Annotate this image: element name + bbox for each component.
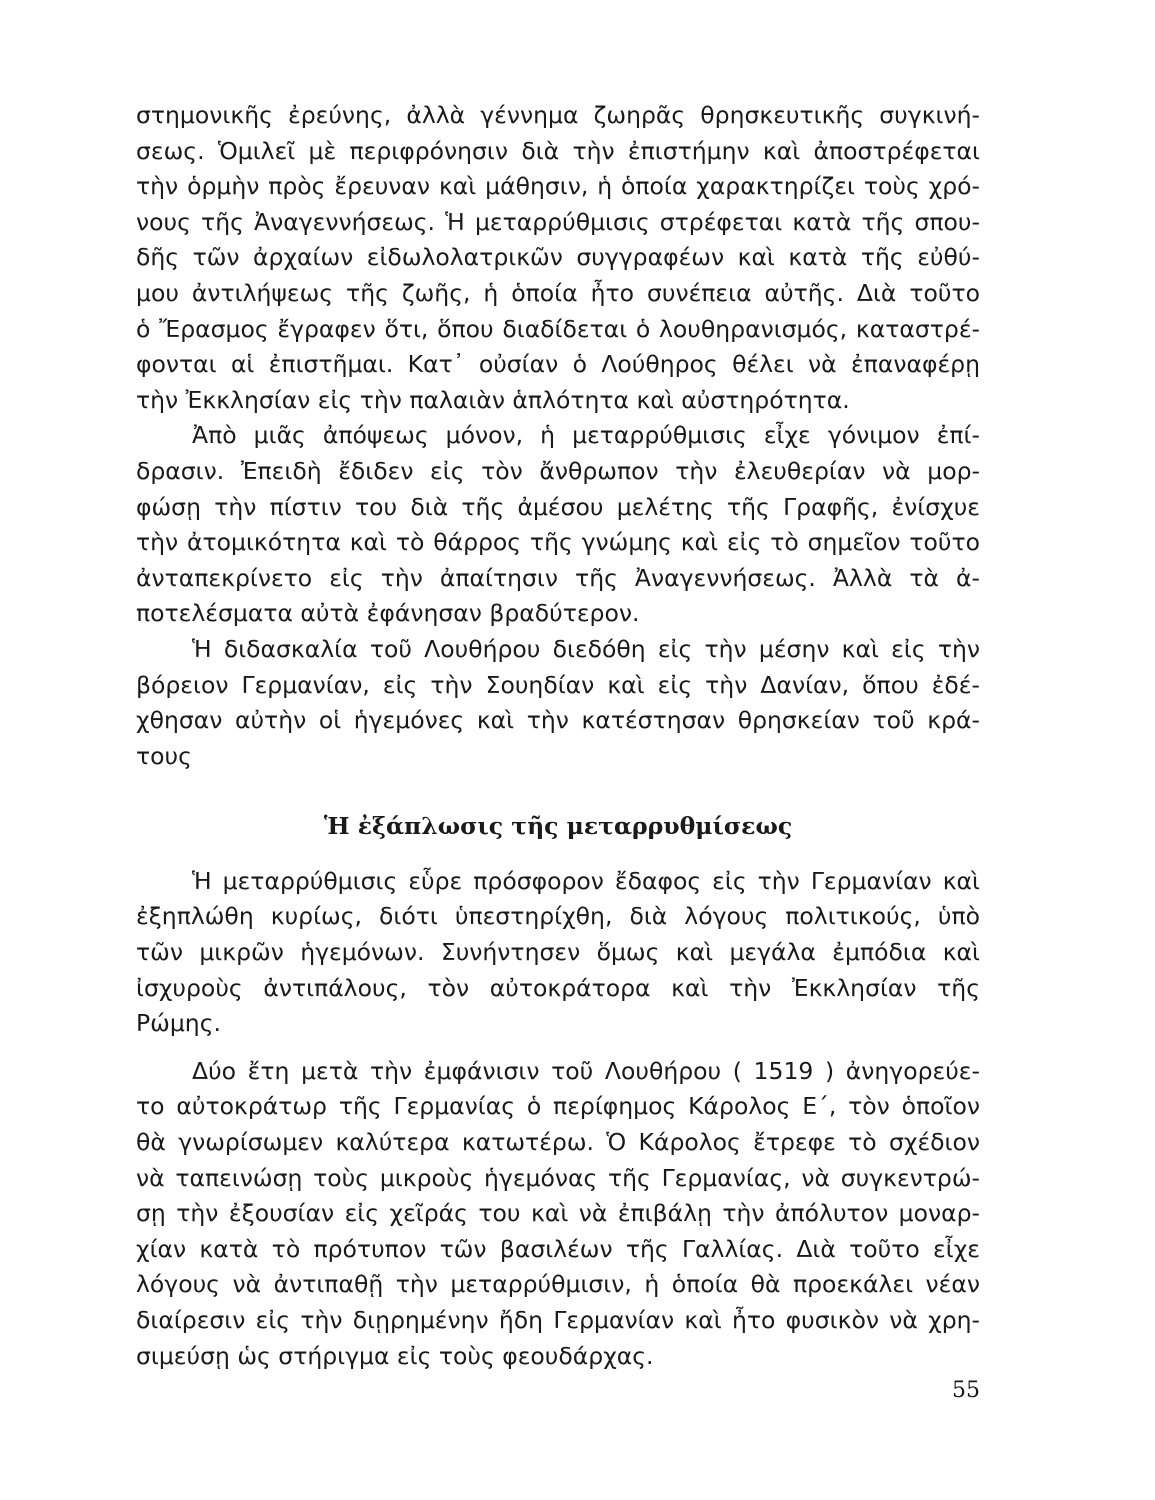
text-line: θὰ γνωρίσωμεν καλύτερα κατωτέρω. Ὁ Κάρολος ἔτρεφε τὸ σχέδιον <box>136 1128 980 1157</box>
text-line: φώσῃ τὴν πίστιν του διὰ τῆς ἀμέσου μελέτης τῆς Γραφῆς, ἐνίσχυε <box>136 492 980 521</box>
text-line: σεως. Ὁμιλεῖ μὲ περιφρόνησιν διὰ τὴν ἐπιστήμην καὶ ἀποστρέφεται <box>136 136 980 165</box>
text-line: ἀνταπεκρίνετο εἰς τὴν ἀπαίτησιν τῆς Ἀναγεννήσεως. Ἀλλὰ τὰ ἀ- <box>136 563 980 592</box>
text-line: τὴν ὁρμὴν πρὸς ἔρευναν καὶ μάθησιν, ἡ ὁποία χαρακτηρίζει τοὺς χρό- <box>136 172 980 201</box>
text-line: τους <box>136 741 192 770</box>
text-line: ἐξηπλώθη κυρίως, διότι ὑπεστηρίχθη, διὰ λόγους πολιτικούς, ὑπὸ <box>136 902 980 931</box>
page-number: 55 <box>952 1378 980 1403</box>
paragraph <box>136 632 980 774</box>
text-line: τῶν μικρῶν ἡγεμόνων. Συνήντησεν ὅμως καὶ μεγάλα ἐμπόδια καὶ <box>136 938 980 967</box>
text-line: σῃ τὴν ἐξουσίαν εἰς χεῖράς του καὶ νὰ ἐπιβάλῃ τὴν ἀπόλυτον μοναρ- <box>136 1199 980 1228</box>
text-line: φονται αἱ ἐπιστῆμαι. Κατ᾽ οὐσίαν ὁ Λούθηρος θέλει νὰ ἐπαναφέρῃ <box>136 350 980 379</box>
section-heading: Ἡ ἐξάπλωσις τῆς μεταρρυθμίσεως <box>323 812 793 841</box>
text-line: χθησαν αὐτὴν οἱ ἡγεμόνες καὶ τὴν κατέστησαν θρησκείαν τοῦ κρά- <box>136 706 980 735</box>
text-line: λόγους νὰ ἀντιπαθῇ τὴν μεταρρύθμισιν, ἡ ὁποία θὰ προεκάλει νέαν <box>136 1270 980 1299</box>
text-line: Ἡ διδασκαλία τοῦ Λουθήρου διεδόθη εἰς τὴν μέσην καὶ εἰς τὴν <box>192 634 980 663</box>
text-line: μου ἀντιλήψεως τῆς ζωῆς, ἡ ὁποία ἦτο συνέπεια αὐτῆς. Διὰ τοῦτο <box>136 278 980 307</box>
text-line: Ἀπὸ μιᾶς ἀπόψεως μόνον, ἡ μεταρρύθμισις εἶχε γόνιμον ἐπί- <box>192 421 980 450</box>
text-line: το αὐτοκράτωρ τῆς Γερμανίας ὁ περίφημος Κάρολος Ε΄, τὸν ὁποῖον <box>136 1092 980 1121</box>
text-line: νὰ ταπεινώσῃ τοὺς μικροὺς ἡγεμόνας τῆς Γερμανίας, νὰ συγκεντρώ- <box>136 1163 980 1192</box>
text-line: ἰσχυροὺς ἀντιπάλους, τὸν αὐτοκράτορα καὶ τὴν Ἐκκλησίαν τῆς <box>136 973 980 1002</box>
paragraph <box>136 418 980 632</box>
text-line: νους τῆς Ἀναγεννήσεως. Ἡ μεταρρύθμισις στρέφεται κατὰ τῆς σπου- <box>136 207 980 236</box>
text-line: τὴν Ἐκκλησίαν εἰς τὴν παλαιὰν ἁπλότητα καὶ αὐστηρότητα. <box>136 385 850 414</box>
text-line: Ἡ μεταρρύθμισις εὗρε πρόσφορον ἔδαφος εἰς τὴν Γερμανίαν καὶ <box>192 866 980 895</box>
paragraph <box>136 1054 980 1374</box>
text-line: στημονικῆς ἐρεύνης, ἀλλὰ γέννημα ζωηρᾶς θρησκευτικῆς συγκινή- <box>136 101 980 129</box>
text-line: σιμεύσῃ ὡς στήριγμα εἰς τοὺς φεουδάρχας. <box>136 1341 654 1370</box>
text-line: ποτελέσματα αὐτὰ ἐφάνησαν βραδύτερον. <box>136 599 640 628</box>
page-body <box>136 98 980 1374</box>
paragraph <box>136 864 980 1042</box>
text-line: ὁ Ἔρασμος ἔγραφεν ὅτι, ὅπου διαδίδεται ὁ λουθηρανισμός, καταστρέ- <box>136 314 980 343</box>
text-line: διαίρεσιν εἰς τὴν διῃρημένην ἤδη Γερμανίαν καὶ ἦτο φυσικὸν νὰ χρη- <box>136 1306 980 1334</box>
text-line: δρασιν. Ἐπειδὴ ἔδιδεν εἰς τὸν ἄνθρωπον τὴν ἐλευθερίαν νὰ μορ- <box>136 456 980 485</box>
paragraph <box>136 98 980 418</box>
text-line: χίαν κατὰ τὸ πρότυπον τῶν βασιλέων τῆς Γαλλίας. Διὰ τοῦτο εἶχε <box>136 1234 980 1263</box>
text-line: τὴν ἀτομικότητα καὶ τὸ θάρρος τῆς γνώμης καὶ εἰς τὸ σημεῖον τοῦτο <box>136 528 980 557</box>
text-line: Ρώμης. <box>136 1009 221 1038</box>
text-line: Δύο ἔτη μετὰ τὴν ἐμφάνισιν τοῦ Λουθήρου ( 1519 ) ἀνηγορεύε- <box>192 1056 980 1085</box>
text-line: δῆς τῶν ἀρχαίων εἰδωλολατρικῶν συγγραφέων καὶ κατὰ τῆς εὐθύ- <box>136 243 980 272</box>
text-line: βόρειον Γερμανίαν, εἰς τὴν Σουηδίαν καὶ εἰς τὴν Δανίαν, ὅπου ἐδέ- <box>136 670 980 699</box>
